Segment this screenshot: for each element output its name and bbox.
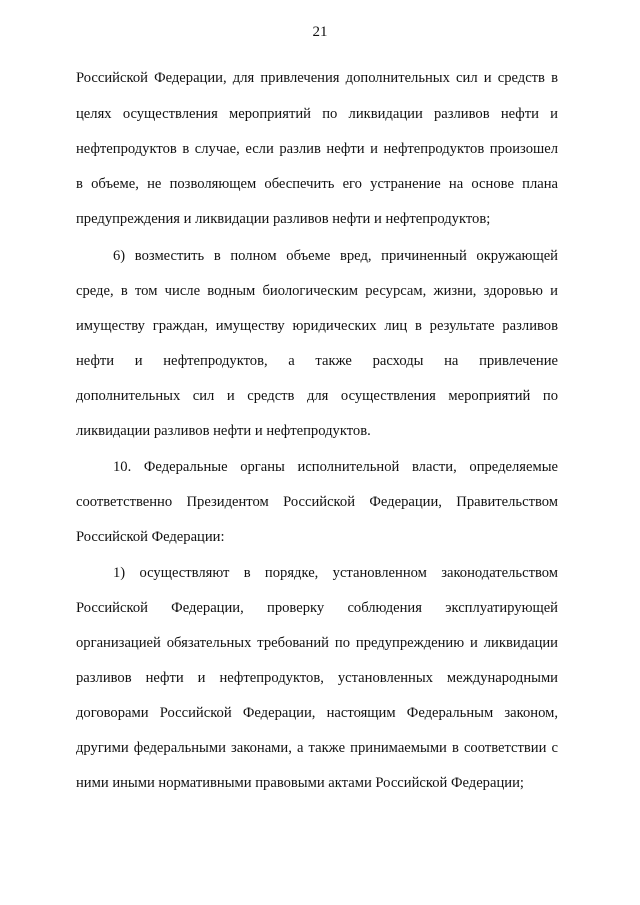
text-line: договорами Российской Федерации, настоящим Федеральным законом, [76, 705, 558, 721]
text-line: ними иными нормативными правовыми актами Российской Федерации; [76, 775, 524, 791]
text-line: среде, в том числе водным биологическим ресурсам, жизни, здоровью и [76, 283, 558, 299]
text-line: ликвидации разливов нефти и нефтепродуктов. [76, 423, 371, 439]
text-line: нефти и нефтепродуктов, а также расходы на привлечение [76, 353, 558, 369]
text-line: разливов нефти и нефтепродуктов, установленных международными [76, 670, 558, 686]
text-line: другими федеральными законами, а также принимаемыми в соответствии с [76, 740, 558, 756]
text-line: 1) осуществляют в порядке, установленном законодательством [113, 565, 558, 581]
text-line: дополнительных сил и средств для осуществления мероприятий по [76, 388, 558, 404]
text-line: Российской Федерации: [76, 529, 225, 545]
text-line: Российской Федерации, для привлечения дополнительных сил и средств в [76, 70, 558, 86]
text-line: в объеме, не позволяющем обеспечить его устранение на основе плана [76, 176, 558, 192]
text-line: 10. Федеральные органы исполнительной власти, определяемые [113, 459, 558, 475]
text-line: предупреждения и ликвидации разливов нефти и нефтепродуктов; [76, 211, 491, 227]
text-line: имуществу граждан, имуществу юридических лиц в результате разливов [76, 318, 558, 334]
page-number: 21 [312, 24, 328, 40]
text-line: Российской Федерации, проверку соблюдения эксплуатирующей [76, 600, 558, 616]
text-line: 6) возместить в полном объеме вред, причиненный окружающей [113, 248, 558, 264]
text-line: нефтепродуктов в случае, если разлив нефти и нефтепродуктов произошел [76, 141, 558, 157]
text-line: организацией обязательных требований по предупреждению и ликвидации [76, 635, 558, 651]
text-line: соответственно Президентом Российской Федерации, Правительством [76, 494, 558, 510]
text-line: целях осуществления мероприятий по ликвидации разливов нефти и [76, 106, 558, 122]
